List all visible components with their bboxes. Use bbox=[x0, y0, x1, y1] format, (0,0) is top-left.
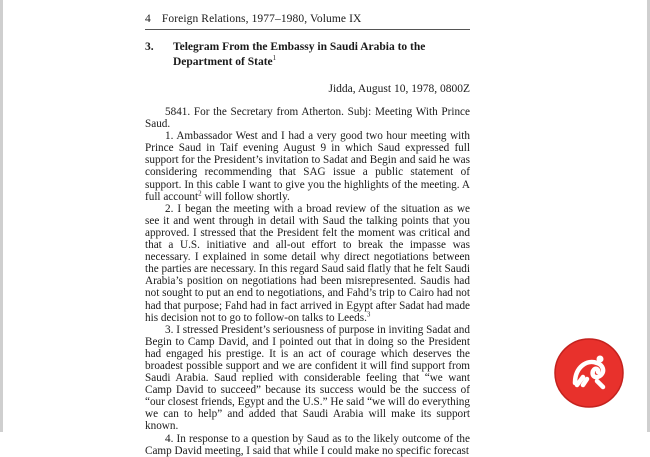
paragraph-subject: 5841. For the Secretary from Atherton. Subj: Meeting With Prince Saud. bbox=[145, 106, 470, 131]
dateline: Jidda, August 10, 1978, 0800Z bbox=[328, 83, 470, 95]
footnote-ref-3: 3 bbox=[366, 309, 371, 318]
paragraph-4: 4. In response to a question by Saud as to the likely outcome of the Camp David meeting, I said that while I could make no specific forecast bbox=[145, 432, 470, 457]
document-heading bbox=[145, 40, 475, 69]
document-number: 3. bbox=[145, 41, 154, 53]
left-edge-shadow bbox=[0, 0, 3, 432]
paragraph-2-text: 2. I began the meeting with a broad review of the situation as we see it and went through in detail with Saud the talking points that you approved. I stressed that the President felt the moment was critical and that a U.S. initiative and all-out effort to break the impasse was necessary. I explained in some detail why direct negotiations between the parties are necessary. In this regard Saud said flatly that he felt Saudi Arabia’s position on negotiations had been misrepresented. Saudis had not sought to put an end to negotiations, and Fahd’s trip to Cairo had not had that purpose; Fahd had in fact arrived in Egypt after Sadat had made his decision not to go to follow-on talks to Leeds. bbox=[145, 202, 470, 324]
paragraph-1-text: 1. Ambassador West and I had a very good two hour meeting with Prince Saud in Taif evening August 9 in which Saud expressed full support for the President’s invitation to Sadat and Begin and said he was considering recommending that SAG issue a public statement of support. In this cable I want to give you the highlights of the meeting. A full account bbox=[145, 130, 470, 203]
title-footnote-ref: 1 bbox=[272, 53, 277, 62]
publication-title: Foreign Relations, 1977–1980, Volume IX bbox=[161, 13, 362, 25]
paragraph-2 bbox=[145, 203, 470, 324]
page-number: 4 bbox=[145, 13, 151, 25]
header-rule bbox=[145, 29, 470, 30]
paragraph-3: 3. I stressed President’s seriousness of purpose in inviting Sadat and Begin to Camp David, and I pointed out that in doing so the President had engaged his prestige. It is an act of courage which deserves the broadest possible support and we are confident it will find support from Saudi Arabia. Saud replied with considerable feeling that “we want Camp David to succeed” because its success would be the success of “our closest friends, Egypt and the U.S.” He said “we will do everything we can to help” and added that Saudi Arabia will make its support known. bbox=[145, 323, 470, 433]
paragraph-1 bbox=[145, 130, 470, 203]
logo-dot bbox=[597, 356, 604, 363]
document-title bbox=[173, 40, 475, 69]
footnote-ref-2: 2 bbox=[198, 188, 202, 197]
red-circle-logo-icon bbox=[553, 337, 625, 409]
running-header bbox=[145, 13, 361, 25]
paragraph-1-tail: will follow shortly. bbox=[201, 190, 290, 203]
document-body bbox=[145, 106, 470, 457]
document-title-text: Telegram From the Embassy in Saudi Arabia to the Department of State bbox=[173, 41, 426, 68]
